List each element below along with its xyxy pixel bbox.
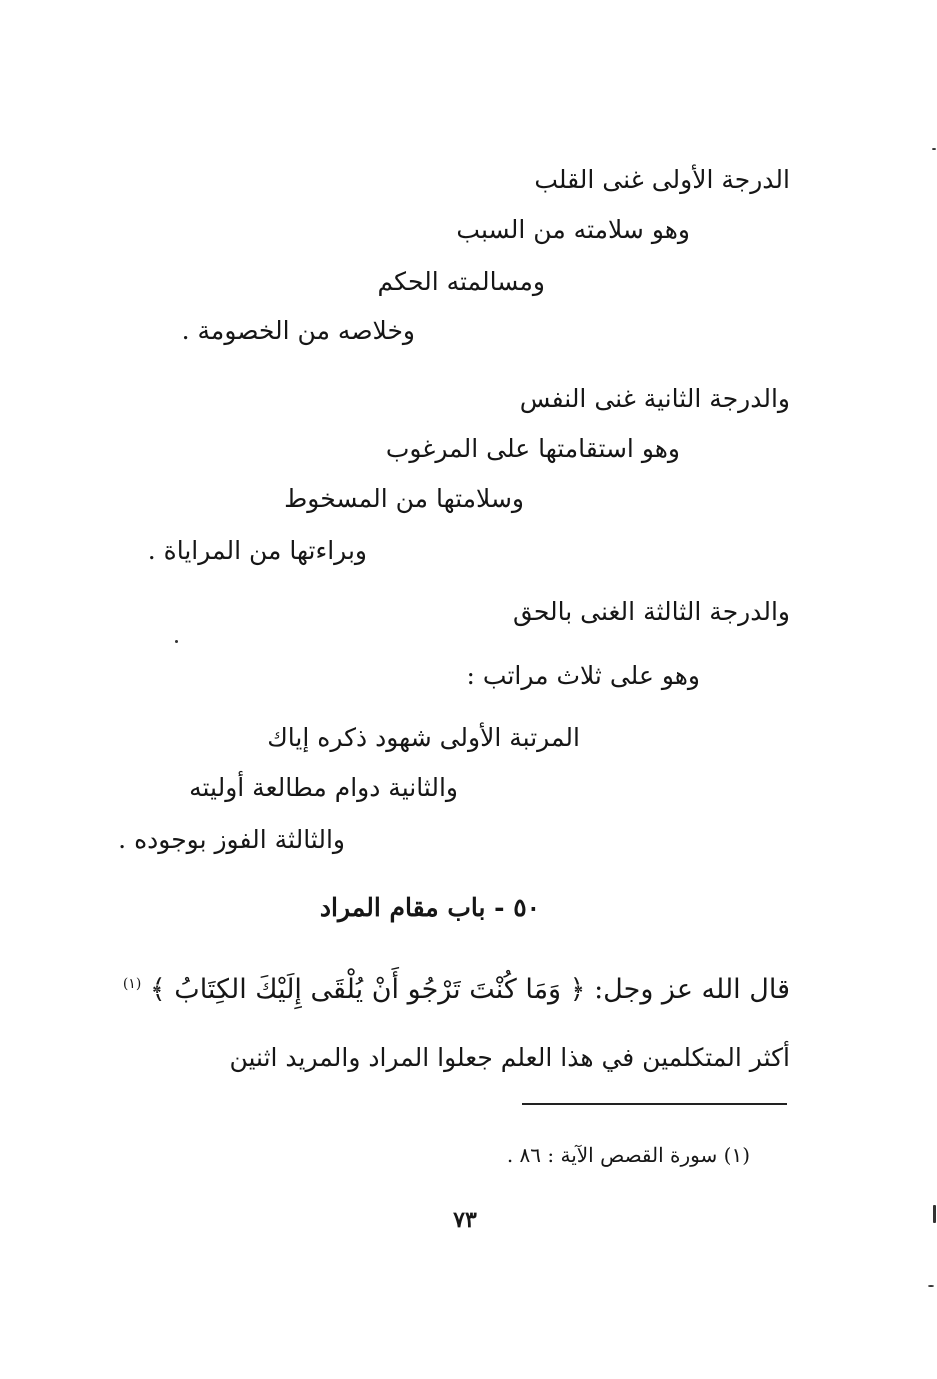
section-heading: ٥٠ - باب مقام المراد (319, 893, 541, 922)
quran-verse: ﴿ وَمَا كُنْتَ تَرْجُو أَنْ يُلْقَى إِلَيْكَ الكِتَابُ ﴾ (149, 974, 586, 1005)
scan-speck (933, 1205, 936, 1223)
text-line-6: وهو استقامتها على المرغوب (385, 434, 680, 463)
text-line-4: وخلاصه من الخصومة . (181, 316, 415, 345)
scan-speck (932, 148, 936, 150)
text-line-1: الدرجة الأولى غنى القلب (534, 165, 790, 194)
page-number: ٧٣ (453, 1207, 477, 1233)
text-line-8: وبراءتها من المراياة . (147, 536, 367, 565)
scan-speck (175, 640, 178, 643)
text-line-11: المرتبة الأولى شهود ذكره إياك (267, 723, 580, 752)
text-line-13: والثالثة الفوز بوجوده . (118, 825, 345, 854)
footnote: (١) سورة القصص الآية : ٨٦ . (506, 1143, 750, 1167)
text-line-2: وهو سلامته من السبب (456, 215, 690, 244)
text-line-12: والثانية دوام مطالعة أوليته (189, 773, 458, 802)
text-line-last: أكثر المتكلمين في هذا العلم جعلوا المراد والمريد اثنين (229, 1043, 790, 1072)
verse-line (123, 964, 790, 1010)
footnote-divider (522, 1103, 787, 1105)
verse-intro: قال الله عز وجل: (594, 974, 790, 1005)
scan-speck (928, 1285, 934, 1287)
text-line-7: وسلامتها من المسخوط (284, 484, 524, 513)
text-line-9: والدرجة الثالثة الغنى بالحق (512, 597, 790, 626)
footnote-reference: (١) (122, 976, 142, 992)
text-line-10: وهو على ثلاث مراتب : (466, 661, 700, 690)
text-line-5: والدرجة الثانية غنى النفس (519, 384, 790, 413)
text-line-3: ومسالمته الحكم (377, 267, 545, 296)
